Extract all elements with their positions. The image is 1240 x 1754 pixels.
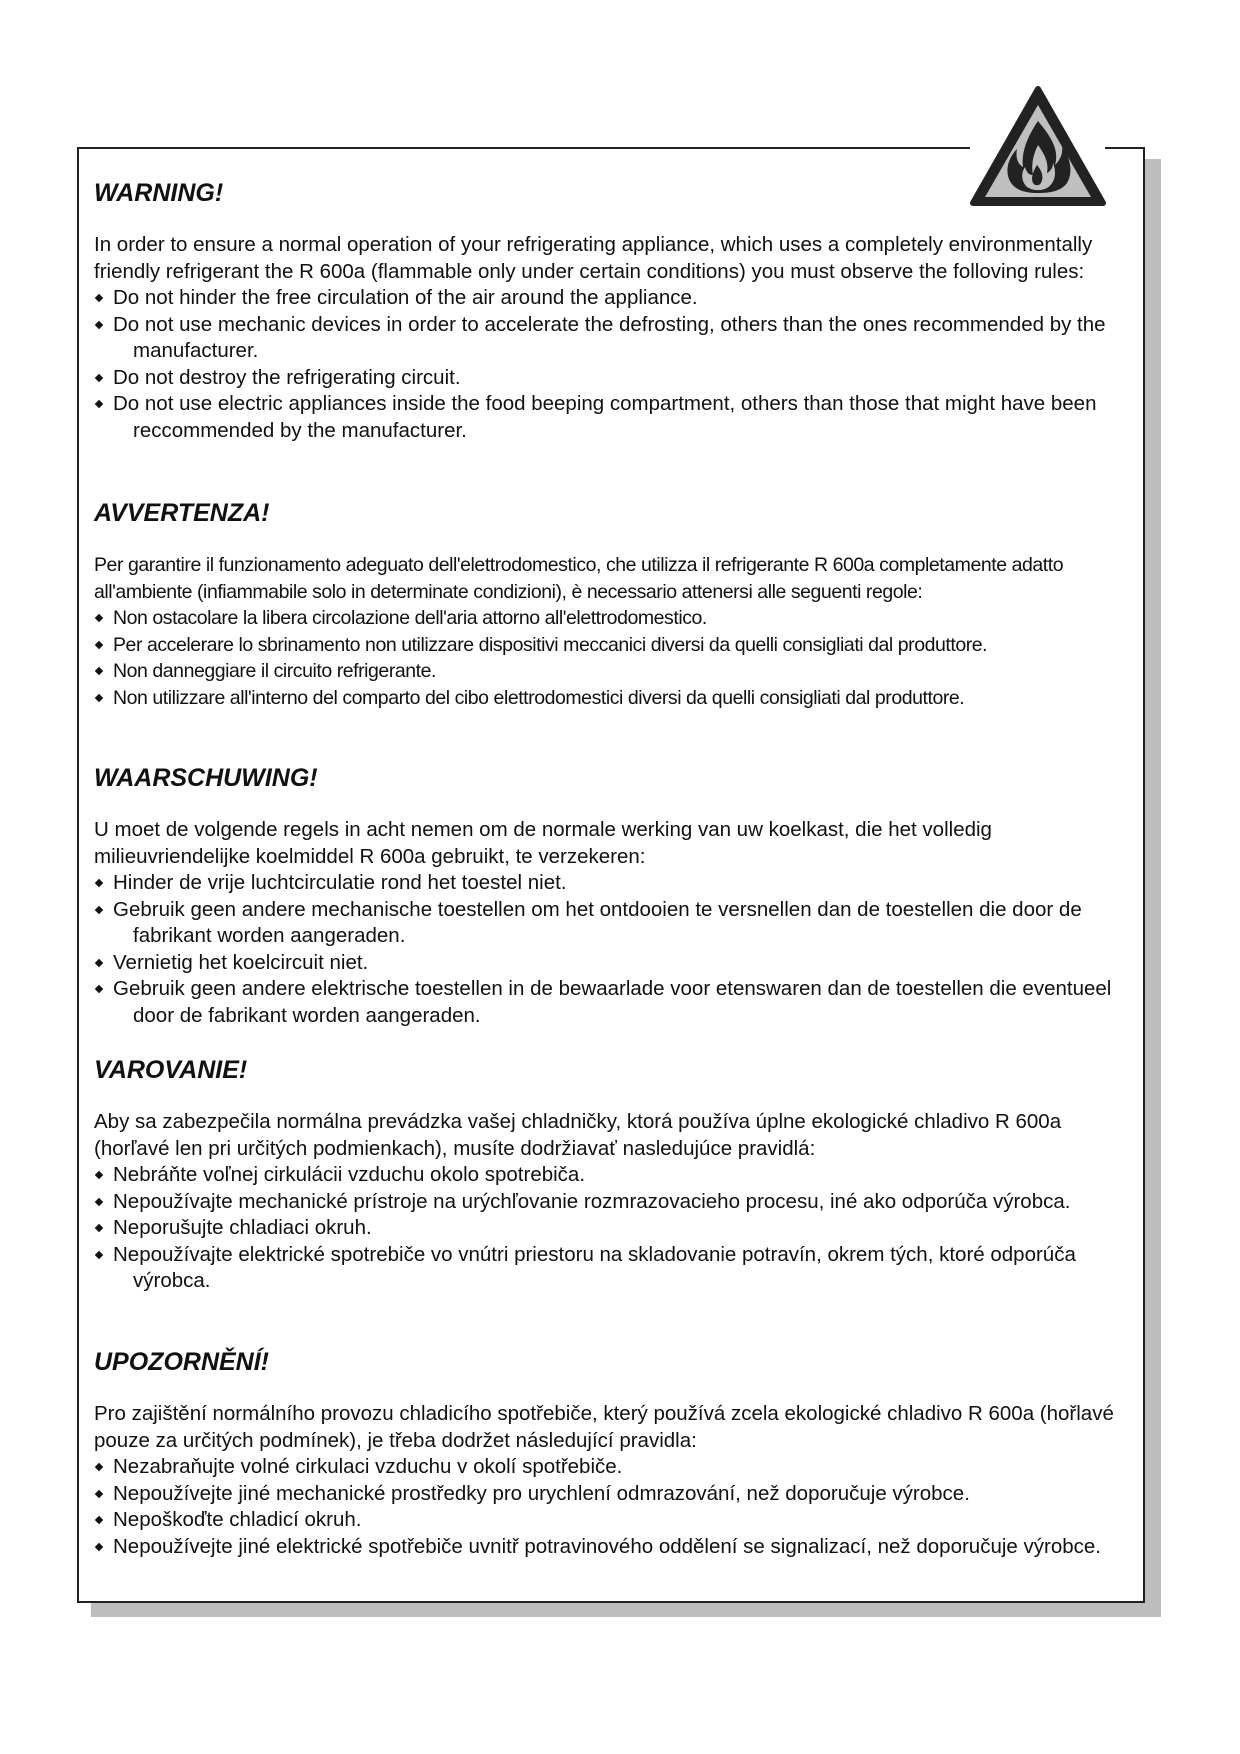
bullet-icon: [95, 905, 103, 913]
rule-item: Gebruik geen andere elektrische toestellen in de bewaarlade voor etenswaren dan de toestellen die eventueel door de fabrikant worden aangeraden.: [94, 976, 1134, 1029]
section-intro: In order to ensure a normal operation of your refrigerating appliance, which uses a completely environmentally friendly refrigerant the R 600a (flammable only under certain conditions) you must observe the folloving rules:: [94, 233, 1093, 283]
section-heading: WAARSCHUWING!: [94, 764, 318, 792]
section-czech: [94, 1347, 1134, 1560]
rule-item: Nebráňte voľnej cirkulácii vzduchu okolo spotrebiča.: [94, 1162, 1134, 1189]
bullet-icon: [95, 667, 103, 675]
bullet-icon: [95, 294, 103, 302]
section-heading: UPOZORNĚNÍ!: [94, 1348, 269, 1376]
bullet-icon: [95, 1171, 103, 1179]
bullet-icon: [95, 373, 103, 381]
rule-item: Hinder de vrije luchtcirculatie rond het toestel niet.: [94, 870, 1134, 897]
rule-item: Non utilizzare all'interno del comparto del cibo elettrodomestici diversi da quelli consigliati dal produttore.: [94, 685, 1134, 712]
section-intro: U moet de volgende regels in acht nemen om de normale werking van uw koelkast, die het volledig milieuvriendelijke koelmiddel R 600a gebruikt, te verzekeren:: [94, 818, 992, 868]
rule-list: [94, 1162, 1134, 1295]
bullet-icon: [95, 693, 103, 701]
rule-item: Do not hinder the free circulation of the air around the appliance.: [94, 285, 1134, 312]
rule-item: Non ostacolare la libera circolazione dell'aria attorno all'elettrodomestico.: [94, 605, 1134, 632]
rule-item: Do not use electric appliances inside the food beeping compartment, others than those that might have been reccommended by the manufacturer.: [94, 391, 1134, 444]
bullet-icon: [95, 1250, 103, 1258]
rule-item: Do not destroy the refrigerating circuit.: [94, 365, 1134, 392]
rule-item: Nepoužívajte elektrické spotrebiče vo vnútri priestoru na skladovanie potravín, okrem tých, ktoré odporúča výrobca.: [94, 1242, 1134, 1295]
section-heading: VAROVANIE!: [94, 1056, 248, 1084]
rule-list: [94, 1454, 1134, 1560]
section-intro: Pro zajištění normálního provozu chladicího spotřebiče, který používá zcela ekologické chladivo R 600a (hořlavé pouze za určitých podmínek), je třeba dodržet následující pravidla:: [94, 1402, 1114, 1452]
section-heading: WARNING!: [94, 179, 224, 207]
bullet-icon: [95, 1463, 103, 1471]
rule-list: [94, 285, 1134, 444]
rule-item: Nepoužívejte jiné mechanické prostředky pro urychlení odmrazování, než doporučuje výrobce.: [94, 1481, 1134, 1508]
rule-item: Nepoužívejte jiné elektrické spotřebiče uvnitř potravinového oddělení se signalizací, než doporučuje výrobce.: [94, 1534, 1134, 1561]
bullet-icon: [95, 1516, 103, 1524]
bullet-icon: [95, 400, 103, 408]
bullet-icon: [95, 958, 103, 966]
section-dutch: [94, 763, 1134, 1029]
section-heading: AVVERTENZA!: [94, 499, 270, 527]
section-intro: Aby sa zabezpečila normálna prevádzka vašej chladničky, ktorá používa úplne ekologické chladivo R 600a (horľavé len pri určitých podmienkach), musíte dodržiavať nasledujúce pravidlá:: [94, 1110, 1062, 1160]
rule-item: Nepoškoďte chladicí okruh.: [94, 1507, 1134, 1534]
rule-item: Nezabraňujte volné cirkulaci vzduchu v okolí spotřebiče.: [94, 1454, 1134, 1481]
bullet-icon: [95, 985, 103, 993]
bullet-icon: [95, 614, 103, 622]
bullet-icon: [95, 1542, 103, 1550]
rule-item: Neporušujte chladiaci okruh.: [94, 1215, 1134, 1242]
section-italian: [94, 498, 1134, 711]
bullet-icon: [95, 1224, 103, 1232]
rule-item: Do not use mechanic devices in order to accelerate the defrosting, others than the ones recommended by the manufacturer.: [94, 312, 1134, 365]
bullet-icon: [95, 1489, 103, 1497]
bullet-icon: [95, 879, 103, 887]
rule-list: [94, 605, 1134, 711]
bullet-icon: [95, 1197, 103, 1205]
section-intro: Per garantire il funzionamento adeguato dell'elettrodomestico, che utilizza il refrigerante R 600a completamente adatto all'ambiente (infiammabile solo in determinate condizioni), è necessario attenersi alle seguenti regole:: [94, 554, 1064, 603]
rule-item: Per accelerare lo sbrinamento non utilizzare dispositivi meccanici diversi da quelli consigliati dal produttore.: [94, 632, 1134, 659]
rule-list: [94, 870, 1134, 1029]
section-english: [94, 178, 1134, 444]
rule-item: Vernietig het koelcircuit niet.: [94, 950, 1134, 977]
section-slovak: [94, 1055, 1134, 1295]
rule-item: Gebruik geen andere mechanische toestellen om het ontdooien te versnellen dan de toestellen die door de fabrikant worden aangeraden.: [94, 897, 1134, 950]
bullet-icon: [95, 640, 103, 648]
bullet-icon: [95, 320, 103, 328]
rule-item: Nepoužívajte mechanické prístroje na urýchľovanie rozmrazovacieho procesu, iné ako odporúča výrobca.: [94, 1189, 1134, 1216]
rule-item: Non danneggiare il circuito refrigerante.: [94, 658, 1134, 685]
